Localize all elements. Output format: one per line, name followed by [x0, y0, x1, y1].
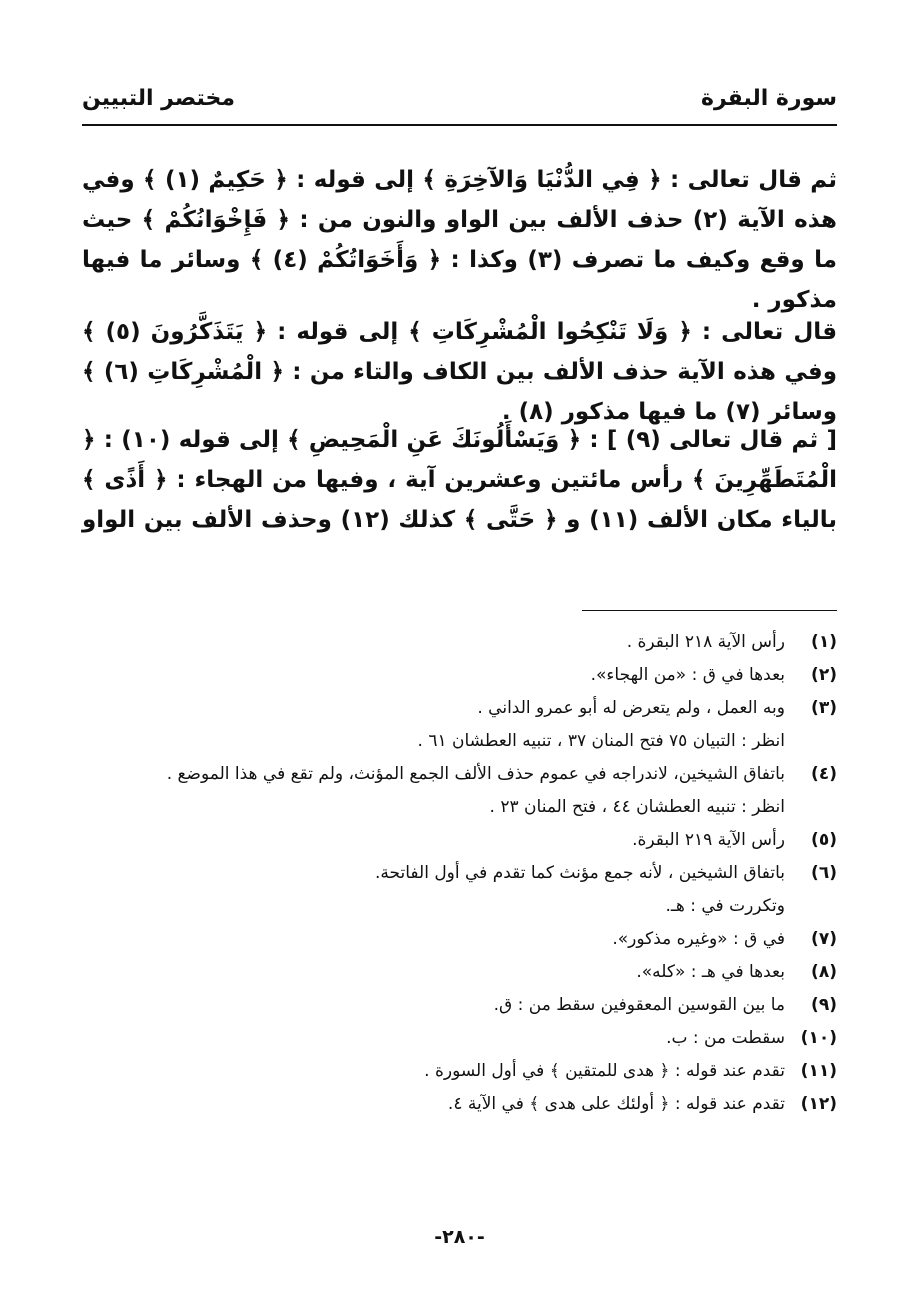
- paragraph-1: ثم قال تعالى : ﴿ فِي الدُّنْيَا وَالآخِرَةِ ﴾ إلى قوله : ﴿ حَكِيمٌ (١) ﴾ وفي هذه الآية (٢) حذف الألف بين الواو والنون من : ﴿ فَإِخْوَانُكُمْ ﴾ حيث ما وقع وكيف ما تصرف (٣) وكذا : ﴿ وَأَخَوَاتُكُمْ (٤) ﴾ وسائر ما فيها مذكور .: [82, 167, 837, 313]
- footnote-text: بعدها في ق : «من الهجاء».: [590, 665, 785, 685]
- book-title: مختصر التبيين: [82, 86, 236, 111]
- paragraph-3: [ ثم قال تعالى (٩) ] : ﴿ وَيَسْأَلُونَكَ عَنِ الْمَحِيضِ ﴾ إلى قوله (١٠) : ﴿ الْمُتَطَهِّرِينَ ﴾ رأس مائتين وعشرين آية ، وفيها من الهجاء : ﴿ أَذًى ﴾ بالياء مكان الألف (١١) و ﴿ حَتَّى ﴾ كذلك (١٢) وحذف الألف بين الواو: [82, 427, 838, 533]
- footnote-item: [82, 1055, 837, 1088]
- footnote-subtext: وتكررت في : هـ.: [665, 896, 785, 916]
- footnote-item: [82, 758, 837, 824]
- footnote-number: (١): [811, 632, 837, 652]
- footnote-text: باتفاق الشيخين، لاندراجه في عموم حذف الألف الجمع المؤنث، ولم تقع في هذا الموضع .: [166, 764, 785, 784]
- footnote-item: [82, 824, 837, 857]
- footnote-item: [82, 1088, 837, 1121]
- footnote-number: (٩): [811, 995, 837, 1015]
- footnote-item: [82, 626, 837, 659]
- footnote-number: (٥): [811, 830, 837, 850]
- footnote-text: رأس الآية ٢١٨ البقرة .: [626, 632, 785, 652]
- footnote-number: (١١): [800, 1061, 837, 1081]
- footnote-subtext: انظر : التبيان ٧٥ فتح المنان ٣٧ ، تنبيه العطشان ٦١ .: [417, 731, 785, 751]
- running-header: [82, 80, 837, 126]
- paragraph-2: قال تعالى : ﴿ وَلَا تَنْكِحُوا الْمُشْرِكَاتِ ﴾ إلى قوله : ﴿ يَتَذَكَّرُونَ (٥) ﴾ وفي هذه الآية حذف الألف بين الكاف والتاء من : ﴿ الْمُشْرِكَاتِ (٦) ﴾ وسائر (٧) ما فيها مذكور (٨) .: [82, 319, 837, 425]
- page-number: -٢٨٠-: [434, 1226, 485, 1248]
- footnote-text: ما بين القوسين المعقوفين سقط من : ق.: [493, 995, 785, 1015]
- footnote-separator: [582, 610, 837, 611]
- footnote-number: (٧): [811, 929, 837, 949]
- footnote-item: [82, 989, 837, 1022]
- footnote-text: تقدم عند قوله : ﴿ أولئك على هدى ﴾ في الآية ٤.: [447, 1094, 785, 1114]
- footnote-item: [82, 956, 837, 989]
- footnote-item: [82, 923, 837, 956]
- footnote-text: وبه العمل ، ولم يتعرض له أبو عمرو الداني .: [477, 698, 785, 718]
- footnote-item: [82, 1022, 837, 1055]
- footnote-item: [82, 659, 837, 692]
- footnote-text: بعدها في هـ : «كله».: [636, 962, 785, 982]
- footnote-number: (١٠): [800, 1028, 837, 1048]
- footnote-text: رأس الآية ٢١٩ البقرة.: [632, 830, 785, 850]
- footnote-item: [82, 692, 837, 758]
- footnote-text: سقطت من : ب.: [666, 1028, 785, 1048]
- surah-title: سورة البقرة: [700, 86, 837, 111]
- footnote-subtext: انظر : تنبيه العطشان ٤٤ ، فتح المنان ٢٣ .: [489, 797, 785, 817]
- footnote-text: باتفاق الشيخين ، لأنه جمع مؤنث كما تقدم في أول الفاتحة.: [375, 863, 785, 883]
- footnote-number: (٤): [811, 764, 837, 784]
- footnotes-list: [82, 626, 837, 1121]
- footnote-number: (٢): [811, 665, 837, 685]
- footnote-item: [82, 857, 837, 923]
- footnote-text: تقدم عند قوله : ﴿ هدى للمتقين ﴾ في أول السورة .: [424, 1061, 785, 1081]
- footnote-number: (١٢): [800, 1094, 837, 1114]
- footnote-text: في ق : «وغيره مذكور».: [612, 929, 785, 949]
- footnote-number: (٦): [811, 863, 837, 883]
- footnote-number: (٣): [811, 698, 837, 718]
- footnote-number: (٨): [811, 962, 837, 982]
